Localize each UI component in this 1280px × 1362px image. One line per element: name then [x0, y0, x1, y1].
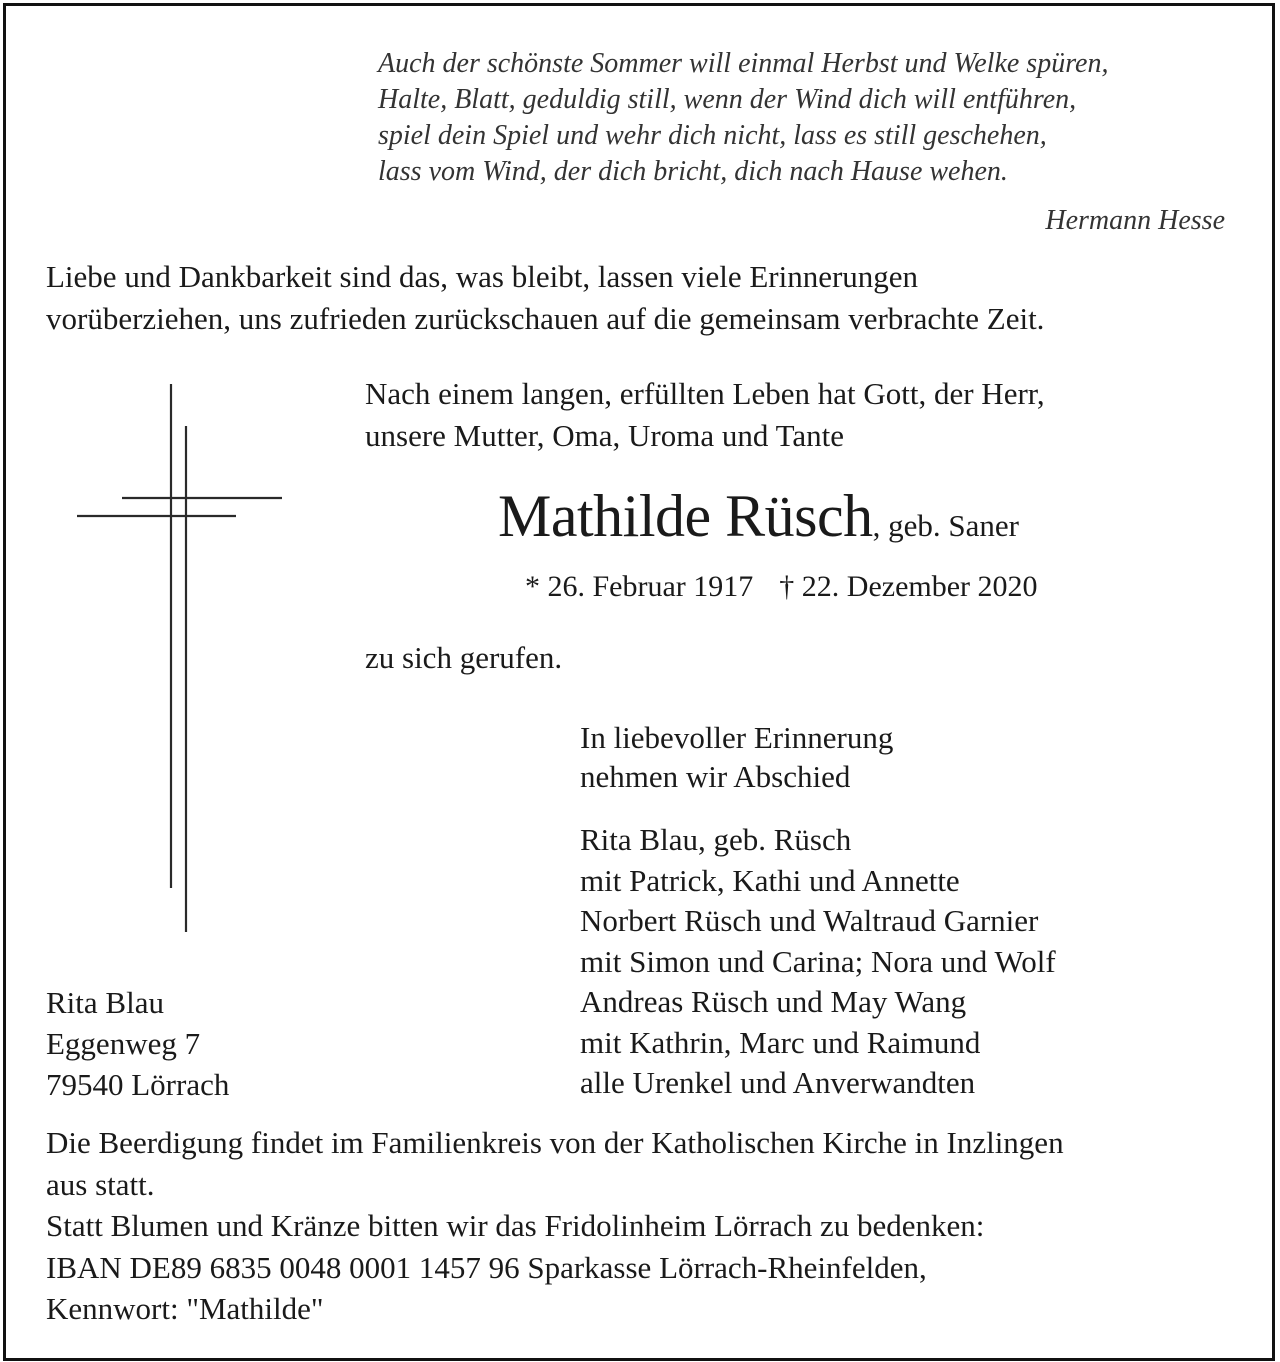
mourner-line: Andreas Rüsch und May Wang: [580, 984, 967, 1019]
donation-line: Statt Blumen und Kränze bitten wir das Fridolinheim Lörrach zu bedenken:: [46, 1208, 985, 1243]
mourner-line: mit Kathrin, Marc und Raimund: [580, 1024, 981, 1060]
memory-line: nehmen wir Abschied: [580, 759, 851, 794]
maiden-name: , geb. Saner: [872, 508, 1019, 543]
contact-address: [46, 982, 229, 1105]
iban-line: IBAN DE89 6835 0048 0001 1457 96 Sparkasse Lörrach-Rheinfelden,: [46, 1249, 927, 1285]
funeral-line: Die Beerdigung findet im Familienkreis von der Katholischen Kirche in Inzlingen: [46, 1125, 1064, 1160]
announcement-line: Nach einem langen, erfüllten Leben hat Gott, der Herr,: [365, 376, 1045, 411]
funeral-info: [46, 1122, 1064, 1330]
deceased-name: Mathilde Rüsch: [498, 483, 873, 549]
death-date: † 22. Dezember 2020: [779, 570, 1038, 603]
mourner-line: Norbert Rüsch und Waltraud Garnier: [580, 903, 1039, 938]
poem-line: Halte, Blatt, geduldig still, wenn der Wind dich will entführen,: [378, 84, 1077, 115]
funeral-line: aus statt.: [46, 1166, 155, 1202]
address-name: Rita Blau: [46, 985, 164, 1020]
mourners-list: [580, 820, 1056, 1104]
poem: [378, 46, 1109, 190]
birth-date: * 26. Februar 1917: [525, 570, 754, 603]
memory-text: [580, 718, 893, 796]
mourner-line: mit Simon und Carina; Nora und Wolf: [580, 943, 1056, 979]
announcement-line: unsere Mutter, Oma, Uroma und Tante: [365, 418, 844, 453]
memory-line: In liebevoller Erinnerung: [580, 720, 894, 755]
mourner-line: mit Patrick, Kathi und Annette: [580, 862, 960, 898]
keyword-line: Kennwort: "Mathilde": [46, 1291, 324, 1326]
poem-author: Hermann Hesse: [1045, 205, 1225, 236]
deceased-name-line: [498, 482, 1019, 551]
intro-text: [46, 256, 1044, 340]
life-dates: [525, 570, 1064, 604]
intro-line: vorüberziehen, uns zufrieden zurückschauen auf die gemeinsam verbrachte Zeit.: [46, 301, 1045, 336]
poem-line: Auch der schönste Sommer will einmal Herbst und Welke spüren,: [378, 48, 1109, 79]
address-street: Eggenweg 7: [46, 1026, 201, 1061]
mourner-line: alle Urenkel und Anverwandten: [580, 1065, 976, 1100]
address-city: 79540 Lörrach: [46, 1067, 230, 1102]
poem-line: lass vom Wind, der dich bricht, dich nach Hause wehen.: [378, 156, 1008, 187]
intro-line: Liebe und Dankbarkeit sind das, was bleibt, lassen viele Erinnerungen: [46, 259, 919, 294]
mourner-line: Rita Blau, geb. Rüsch: [580, 822, 852, 857]
cross-icon: [70, 380, 290, 940]
called-home-text: zu sich gerufen.: [365, 640, 563, 675]
poem-line: spiel dein Spiel und wehr dich nicht, lass es still geschehen,: [378, 120, 1047, 151]
announcement: [365, 373, 1045, 457]
